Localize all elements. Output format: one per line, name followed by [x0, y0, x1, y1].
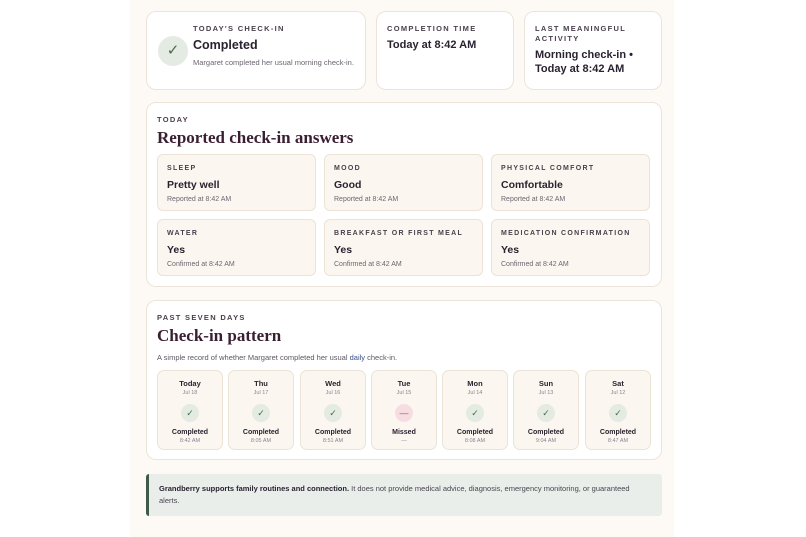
completion-eyebrow: COMPLETION TIME — [387, 24, 477, 33]
answer-meta: Confirmed at 8:42 AM — [167, 261, 235, 268]
pattern-eyebrow: PAST SEVEN DAYS — [157, 313, 246, 322]
activity-value: Morning check-in • Today at 8:42 AM — [535, 49, 633, 75]
answer-label: SLEEP — [167, 165, 197, 172]
answer-value: Pretty well — [167, 179, 220, 191]
day-time: — — [401, 438, 407, 444]
day-date: Jul 16 — [325, 390, 341, 396]
day-name: Wed — [325, 379, 341, 388]
day-time: 8:51 AM — [322, 438, 344, 444]
answer-label: MOOD — [334, 165, 361, 172]
day-date: Jul 13 — [538, 390, 554, 396]
day-time: 8:05 AM — [250, 438, 272, 444]
last-activity-card — [524, 11, 662, 90]
answer-medication — [491, 219, 650, 276]
day-status: Completed — [599, 429, 637, 436]
day-status: Completed — [456, 429, 494, 436]
disclaimer-note — [146, 474, 662, 516]
day-name: Today — [179, 379, 201, 388]
answer-label: MEDICATION CONFIRMATION — [501, 230, 631, 237]
day-card — [371, 370, 437, 450]
day-time: 8:42 AM — [179, 438, 201, 444]
answer-value: Yes — [501, 244, 520, 256]
answer-meta: Confirmed at 8:42 AM — [501, 261, 569, 268]
day-time: 8:47 AM — [607, 438, 629, 444]
check-icon: ✓ — [609, 404, 627, 422]
day-date: Jul 14 — [467, 390, 483, 396]
answer-meta: Reported at 8:42 AM — [501, 196, 566, 203]
todays-checkin-card — [146, 11, 366, 90]
day-name: Tue — [397, 379, 411, 388]
check-icon: ✓ — [466, 404, 484, 422]
pattern-title: Check-in pattern — [157, 326, 282, 345]
answer-mood — [324, 154, 483, 211]
day-card — [157, 370, 223, 450]
answers-title: Reported check-in answers — [157, 128, 354, 147]
day-name: Thu — [254, 379, 268, 388]
disclaimer-bold: Grandberry supports family routines and connection. — [159, 484, 350, 493]
answer-value: Yes — [334, 244, 353, 256]
checkin-description: Margaret completed her usual morning check-in. — [193, 58, 354, 67]
answer-physical-comfort — [491, 154, 650, 211]
answer-value: Good — [334, 179, 362, 191]
day-status: Completed — [171, 429, 209, 436]
day-status: Completed — [527, 429, 565, 436]
day-status: Completed — [314, 429, 352, 436]
day-name: Sun — [538, 379, 554, 388]
day-date: Jul 12 — [610, 390, 626, 396]
answer-label: WATER — [167, 230, 199, 237]
answer-label: BREAKFAST OR FIRST MEAL — [334, 230, 464, 237]
check-icon: ✓ — [158, 36, 188, 66]
day-card — [513, 370, 579, 450]
answer-meta: Reported at 8:42 AM — [167, 196, 232, 203]
day-date: Jul 18 — [182, 390, 198, 396]
answer-meta: Reported at 8:42 AM — [334, 196, 399, 203]
check-icon: ✓ — [324, 404, 342, 422]
disclaimer-text: It does not provide medical advice, diagnosis, emergency monitoring, or guaranteed alerts. — [159, 484, 630, 505]
check-icon: ✓ — [537, 404, 555, 422]
checkin-eyebrow: TODAY'S CHECK-IN — [193, 24, 285, 33]
day-date: Jul 17 — [253, 390, 269, 396]
day-name: Mon — [467, 379, 483, 388]
day-card — [585, 370, 651, 450]
completion-value: Today at 8:42 AM — [387, 39, 477, 51]
subtitle-text: A simple record of whether Margaret completed her usual — [157, 353, 350, 362]
completion-time-card — [376, 11, 514, 90]
day-card — [228, 370, 294, 450]
daily-link[interactable]: daily — [349, 353, 366, 362]
check-icon: ✓ — [181, 404, 199, 422]
day-date: Jul 15 — [396, 390, 412, 396]
checkin-status: Completed — [193, 38, 258, 52]
check-icon: ✓ — [252, 404, 270, 422]
answer-label: PHYSICAL COMFORT — [501, 165, 595, 172]
answer-sleep — [157, 154, 316, 211]
answer-value: Comfortable — [501, 179, 563, 191]
answers-eyebrow: TODAY — [157, 115, 189, 124]
answer-water — [157, 219, 316, 276]
day-time: 8:08 AM — [464, 438, 486, 444]
subtitle-text-end: check-in. — [365, 353, 398, 362]
day-status: Completed — [242, 429, 280, 436]
day-card — [442, 370, 508, 450]
pattern-subtitle — [157, 352, 397, 364]
answer-value: Yes — [167, 244, 186, 256]
day-time: 9:04 AM — [535, 438, 557, 444]
answer-meta: Confirmed at 8:42 AM — [334, 261, 402, 268]
dash-icon: — — [395, 404, 413, 422]
activity-eyebrow: LAST MEANINGFUL ACTIVITY — [535, 24, 627, 43]
answer-breakfast — [324, 219, 483, 276]
day-status: Missed — [392, 429, 416, 436]
day-card — [300, 370, 366, 450]
day-name: Sat — [612, 379, 624, 388]
